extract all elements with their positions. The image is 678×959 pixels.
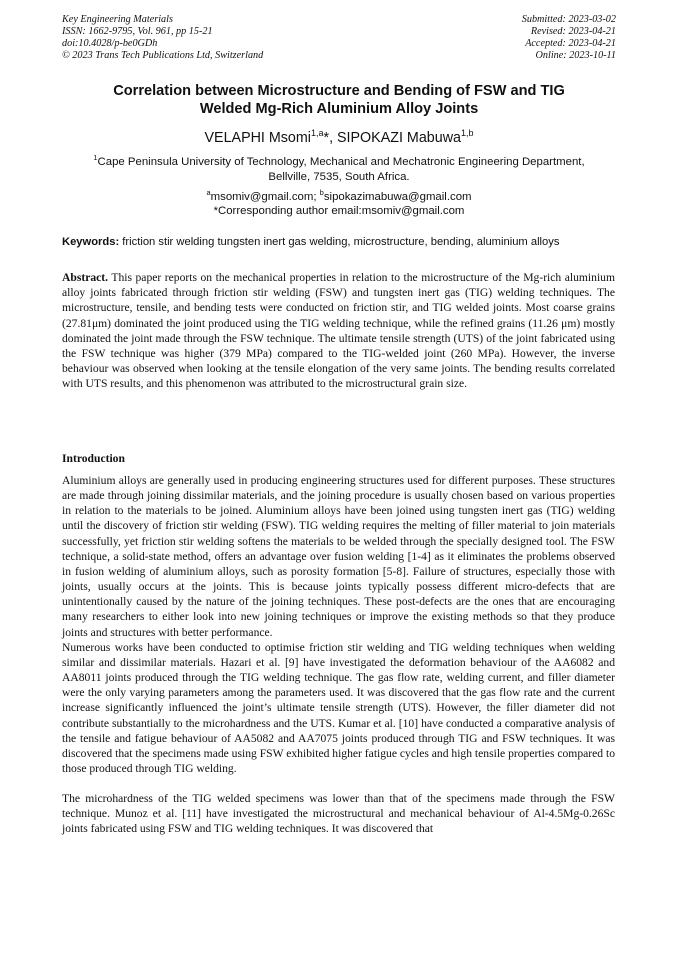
journal-name: Key Engineering Materials	[62, 14, 173, 25]
email-a: msomiv@gmail.com;	[210, 190, 320, 203]
journal-info	[62, 14, 263, 62]
email-b-sup: b	[319, 188, 324, 197]
keywords-text: friction stir welding tungsten inert gas welding, microstructure, bending, aluminium alloys	[119, 236, 560, 248]
date-revised: Revised: 2023-04-21	[530, 26, 616, 37]
section-heading-introduction: Introduction	[62, 452, 125, 465]
journal-doi: doi:10.4028/p-be0GDh	[62, 38, 158, 49]
publication-dates	[522, 14, 616, 62]
date-submitted: Submitted: 2023-03-02	[521, 14, 616, 25]
author-2: SIPOKAZI Mabuwa	[337, 129, 461, 146]
abstract-text: This paper reports on the mechanical properties in relation to the microstructure of the Mg-rich aluminium alloy joints fabricated through friction stir welding (FSW) and tungsten inert gas (TIG) welding techniques. The microstructure, tensile, and bending tests were conducted on friction stir, and TIG welded joints. Most coarse grains (27.81μm) dominated the joint produced using the TIG welding technique, while the refined grains (11.26 μm) mostly dominated the joint made through the FSW technique. The ultimate tensile strength (UTS) of the joint fabricated using the FSW technique was higher (379 MPa) compared to the TIG-welded joint (260 MPa). However, the inverse behaviour was observed when looking at the tensile elongation of the very same joints. The bending results correlated with UTS results, and this phenomenon was attributed to the microstructural grain size.	[62, 271, 615, 391]
paragraph-2: Numerous works have been conducted to optimise friction stir welding and TIG welding techniques when welding similar and dissimilar materials. Hazari et al. [9] have investigated the deformation behaviour of the AA6082 and AA8011 joints produced through the TIG welding technique. The gas flow rate, welding current, and filler diameter were the only varying parameters among the parameters used. It was discovered that the gas flow rate and the current increase significantly influenced the joint’s ultimate tensile strength (UTS). However, the filler diameter did not contribute substantially to the microhardness and the UTS. Kumar et al. [10] have conducted a comparative analysis of the tensile and fatigue behaviour of AA5082 and AA7075 joints produced through TIG and FSW techniques. It was discovered that the specimens made using FSW exhibited higher fatigue cycles and high tensile properties compared to those produced through TIG welding.	[62, 640, 615, 775]
author-2-affil: 1,b	[460, 128, 474, 138]
date-online: Online: 2023-10-11	[535, 50, 616, 61]
corresponding-author: *Corresponding author email:msomiv@gmail.com	[213, 204, 465, 217]
affiliation-line-2: Bellville, 7535, South Africa.	[268, 170, 410, 183]
paper-title	[62, 82, 616, 118]
affiliation-sup: 1	[93, 153, 98, 162]
journal-header	[62, 14, 616, 64]
affiliation-line-1: Cape Peninsula University of Technology, Mechanical and Mechatronic Engineering Department,	[97, 155, 585, 168]
keywords	[62, 235, 616, 249]
paragraph-3: The microhardness of the TIG welded specimens was lower than that of the specimens made through the FSW technique. Munoz et al. [11] have investigated the microstructural and mechanical behaviour of Al-4.5Mg-0.26Sc joints fabricated using FSW and TIG welding techniques. It was discovered that	[62, 792, 615, 836]
title-line-1: Correlation between Microstructure and Bending of FSW and TIG	[113, 83, 565, 99]
affiliation	[62, 150, 616, 185]
email-a-sup: a	[206, 188, 211, 197]
date-accepted: Accepted: 2023-04-21	[525, 38, 616, 49]
author-1-star: *,	[323, 129, 338, 146]
introduction-body	[62, 473, 615, 837]
abstract-label: Abstract.	[62, 271, 109, 284]
journal-issn: ISSN: 1662-9795, Vol. 961, pp 15-21	[62, 26, 213, 37]
author-list	[62, 124, 616, 147]
author-1: VELAPHI Msomi	[204, 129, 311, 146]
email-b: sipokazimabuwa@gmail.com	[323, 190, 472, 203]
journal-copyright: © 2023 Trans Tech Publications Ltd, Switzerland	[62, 50, 264, 61]
title-line-2: Welded Mg-Rich Aluminium Alloy Joints	[199, 101, 479, 117]
keywords-label: Keywords:	[62, 236, 120, 248]
abstract	[62, 270, 615, 392]
paragraph-1: Aluminium alloys are generally used in producing engineering structures used for different purposes. These structures are made through joining dissimilar materials, and the joining procedure is usually chosen based on various properties in relation to the materials to be joined. Aluminium alloys have been joined using tungsten inert gas (TIG) welding until the discovery of friction stir welding (FSW). TIG welding requires the melting of filler material to join materials successfully, yet friction stir welding softens the materials to be welded through the specially designed tool. The FSW technique, a solid-state method, offers an advantage over fusion welding [1-4] as it eliminates the problems observed in fusion welding of aluminium alloys, such as porosity formation [5-8]. Failure of structures, especially those with joints, usually occurs at the joints. This is because joints typically possess different micro-defects that are unintentionally caused by the nature of the joining techniques. These post-defects are the ones that are encouraging many researchers to either look into new joining techniques or improve the existing methods so that they produce joints and structures with better performance.	[62, 474, 615, 639]
author-1-affil: 1,a	[310, 128, 324, 138]
author-emails	[62, 186, 616, 218]
